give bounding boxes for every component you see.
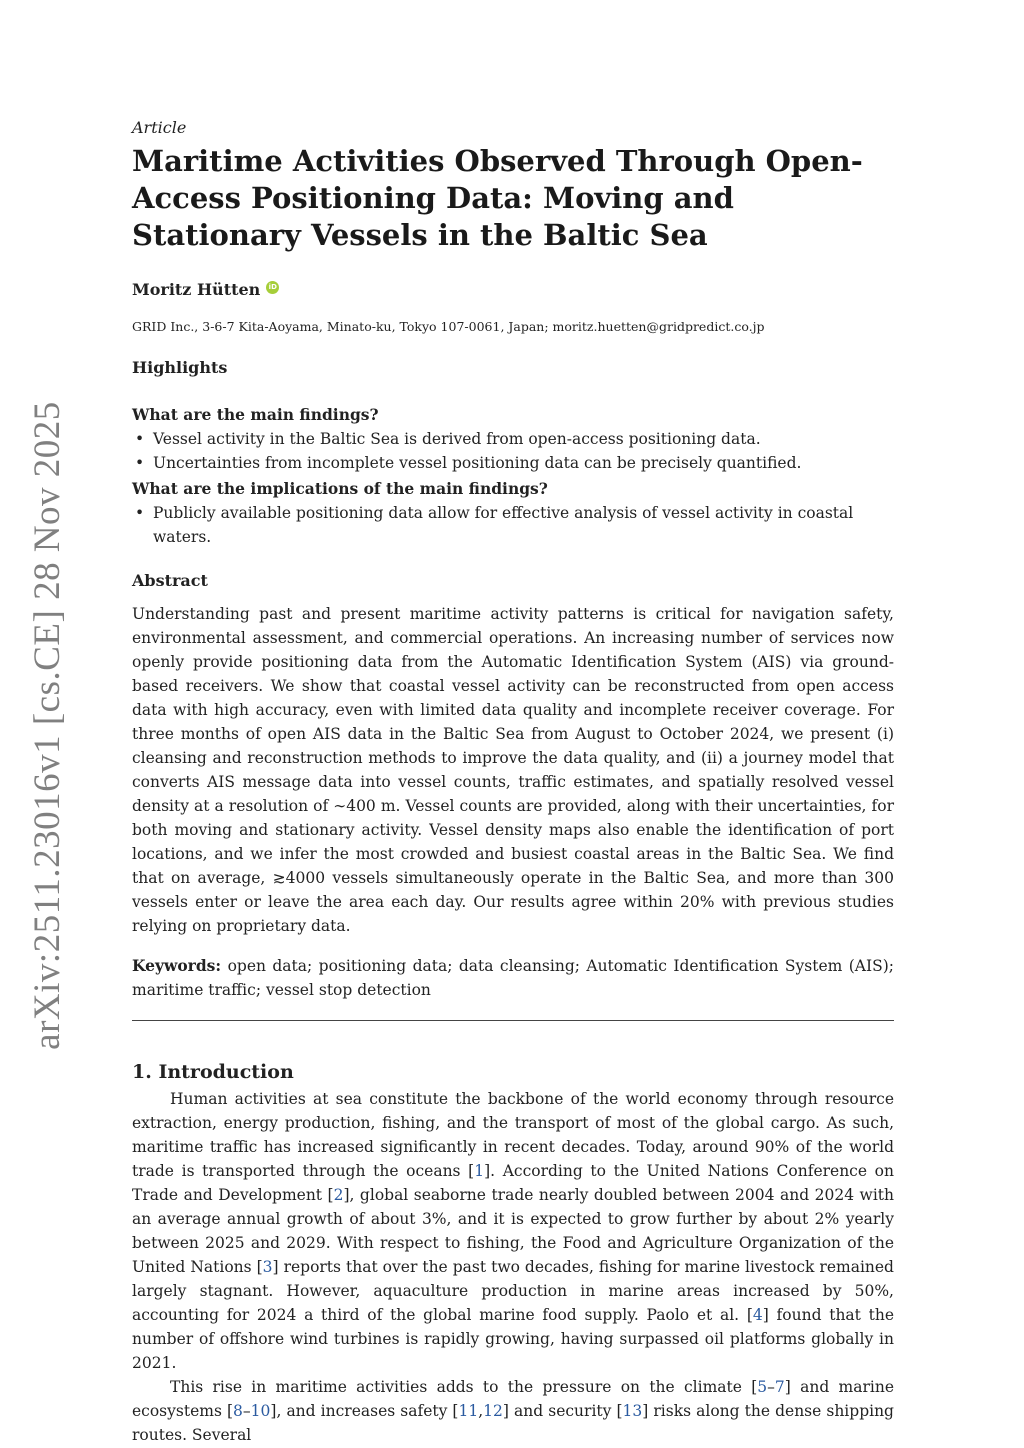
- citation-link[interactable]: 1: [474, 1162, 485, 1180]
- paragraph-text: This rise in maritime activities adds to the pressure on the climate [: [170, 1378, 758, 1396]
- orcid-icon[interactable]: iD: [266, 281, 279, 294]
- paragraph-text: ] risks along the dense shipping routes. Several: [132, 1402, 894, 1444]
- author-name: Moritz Hütten: [132, 280, 261, 299]
- citation-link[interactable]: 7: [774, 1378, 785, 1396]
- paragraph-text: ]. According to the United Nations Conference on Trade and Development [: [132, 1162, 894, 1204]
- author-line: [132, 280, 894, 299]
- abstract-text: Understanding past and present maritime activity patterns is critical for navigation safety, environmental assessment, and commercial operations. An increasing number of services now openly provide positioning data from the Automatic Identification System (AIS) via ground-based receivers. We show that coastal vessel activity can be reconstructed from open access data with high accuracy, even with limited data quality and incomplete receiver coverage. For three months of open AIS data in the Baltic Sea from August to October 2024, we present (i) cleansing and reconstruction methods to improve the data quality, and (ii) a journey model that converts AIS message data into vessel counts, traffic estimates, and spatially resolved vessel density at a resolution of ∼400 m. Vessel counts are provided, along with their uncertainties, for both moving and stationary activity. Vessel density maps also enable the identification of port locations, and we infer the most crowded and busiest coastal areas in the Baltic Sea. We find that on average, ≳4000 vessels simultaneously operate in the Baltic Sea, and more than 300 vessels enter or leave the area each day. Our results agree within 20% with previous studies relying on proprietary data.: [132, 605, 894, 935]
- affiliation: GRID Inc., 3-6-7 Kita-Aoyama, Minato-ku, Tokyo 107-0061, Japan; moritz.huetten@gridpredict.co.jp: [132, 319, 765, 334]
- paragraph-text: Human activities at sea constitute the backbone of the world economy through resource extraction, energy production, fishing, and the transport of most of the global cargo. As such, maritime traffic has increased significantly in recent decades. Today, around 90% of the world trade is transported through the oceans [: [132, 1090, 894, 1180]
- highlights-list-1: [132, 427, 894, 475]
- citation-link[interactable]: 13: [622, 1402, 643, 1420]
- citation-link[interactable]: 8: [233, 1402, 243, 1420]
- citation-link[interactable]: 3: [262, 1258, 273, 1276]
- abstract-heading: Abstract: [132, 571, 208, 590]
- article-type-label: Article: [132, 118, 187, 137]
- citation-separator: ,: [478, 1402, 484, 1420]
- citation-link[interactable]: 4: [752, 1306, 763, 1324]
- section-heading-introduction: 1. Introduction: [132, 1061, 294, 1083]
- highlights-heading: Highlights: [132, 358, 228, 377]
- citation-link[interactable]: 12: [483, 1402, 503, 1420]
- keywords-label: Keywords:: [132, 956, 222, 975]
- list-item: • Vessel activity in the Baltic Sea is derived from open-access positioning data.: [132, 427, 894, 451]
- arxiv-identifier[interactable]: arXiv:2511.23016v1 [cs.CE] 28 Nov 2025: [26, 400, 68, 1050]
- paper-content: [132, 118, 894, 1447]
- highlights-list-2: [132, 501, 894, 549]
- paragraph-text: ] and marine ecosystems [: [132, 1378, 894, 1420]
- paragraph-text: ], and increases safety [: [270, 1402, 459, 1420]
- keywords: [132, 954, 894, 1002]
- list-item: • Publicly available positioning data allow for effective analysis of vessel activity in coastal waters.: [132, 501, 894, 549]
- citation-link[interactable]: 10: [250, 1402, 271, 1420]
- intro-paragraph-2: [132, 1375, 894, 1447]
- paragraph-text: ] reports that over the past two decades, fishing for marine livestock remained largely stagnant. However, aquaculture production in marine areas increased by 50%, accounting for 2024 a third of the global marine food supply. Paolo et al. [: [132, 1258, 894, 1324]
- keywords-text: open data; positioning data; data cleansing; Automatic Identification System (AIS); maritime traffic; vessel stop detection: [132, 957, 894, 999]
- citation-link[interactable]: 2: [333, 1186, 344, 1204]
- paragraph-text: ] found that the number of offshore wind turbines is rapidly growing, having surpassed oil platforms globally in 2021.: [132, 1306, 895, 1372]
- citation-link[interactable]: 5: [757, 1378, 768, 1396]
- paper-title: Maritime Activities Observed Through Open-Access Positioning Data: Moving and Stationary Vessels in the Baltic Sea: [132, 144, 863, 252]
- section-divider: [132, 1020, 894, 1021]
- citation-link[interactable]: 11: [458, 1402, 479, 1420]
- highlights-question-2: What are the implications of the main findings?: [132, 479, 548, 498]
- intro-paragraph-1: [132, 1087, 894, 1375]
- highlights-question-1: What are the main findings?: [132, 405, 379, 424]
- list-item: • Uncertainties from incomplete vessel positioning data can be precisely quantified.: [132, 451, 894, 475]
- citation-dash: –: [242, 1402, 251, 1420]
- paragraph-text: ] and security [: [502, 1402, 623, 1420]
- paragraph-text: ], global seaborne trade nearly doubled between 2004 and 2024 with an average annual growth of about 3%, and it is expected to grow further by about 2% yearly between 2025 and 2029. With respect to fishing, the Food and Agriculture Organization of the United Nations [: [132, 1186, 894, 1276]
- arxiv-sidebar: [24, 400, 70, 1050]
- citation-dash: –: [767, 1378, 775, 1396]
